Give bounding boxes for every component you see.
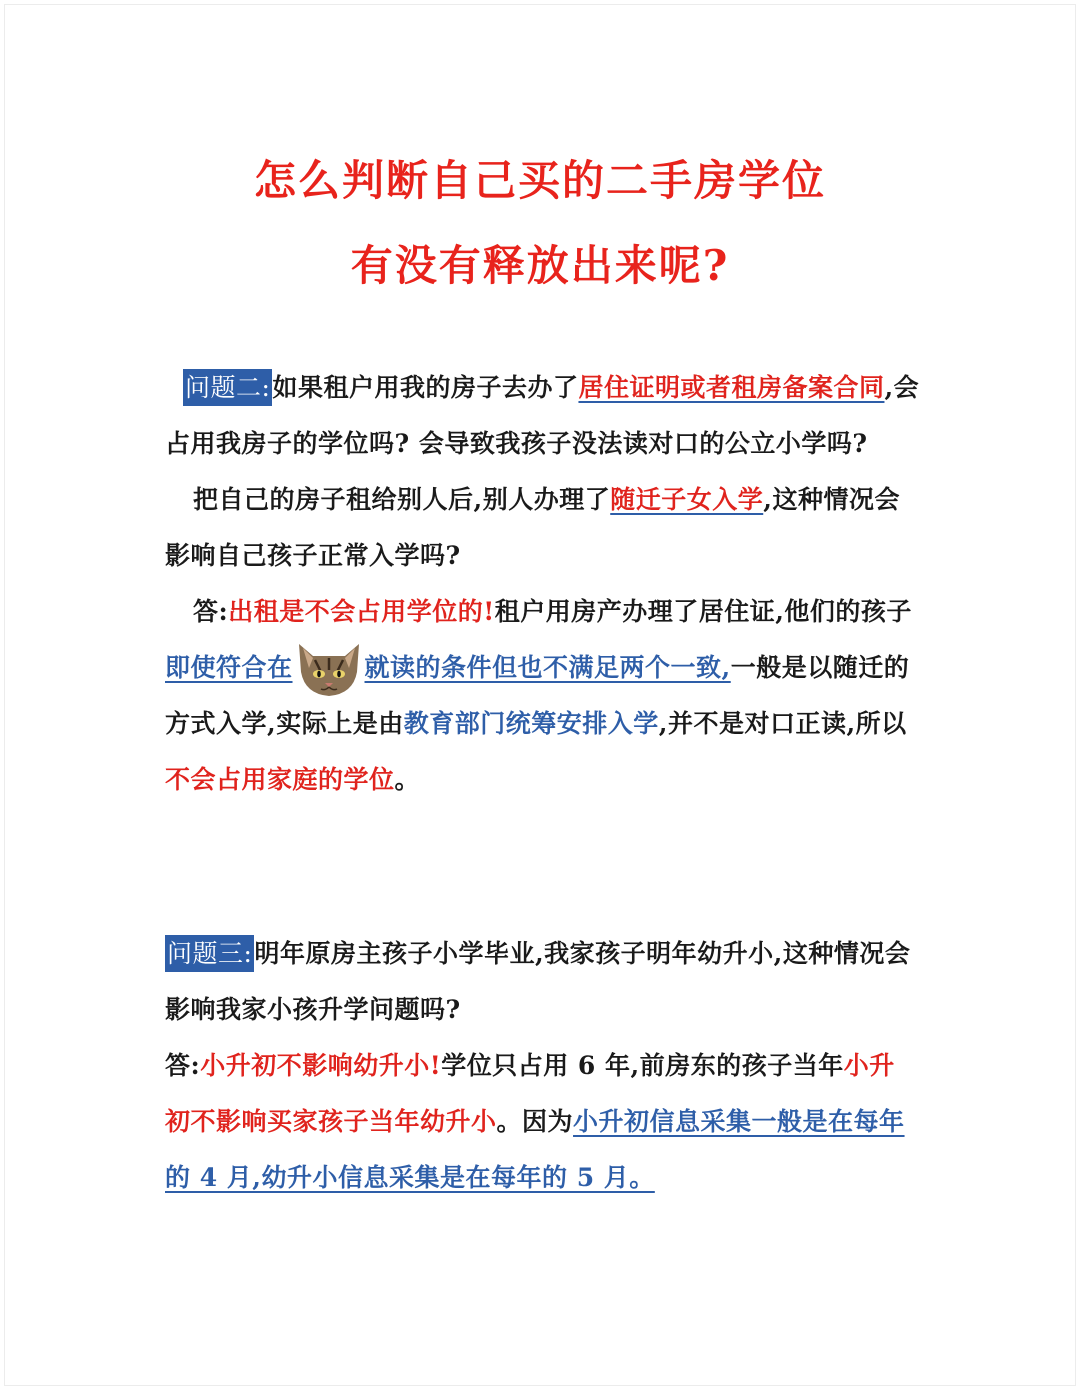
answer-text-1: 租户用房产办理了居住证,他们的孩子 <box>494 597 912 626</box>
answer-highlight-2: 不会占用家庭的学位 <box>165 765 395 794</box>
page-title-line-2: 有没有释放出来呢? <box>350 241 730 290</box>
answer-label: 答: <box>165 1051 201 1080</box>
followup-text-a: 把自己的房子租给别人后,别人办理了 <box>193 485 611 514</box>
info-collection-link: 小升初信息采集一般是在每年的 4 月,幼升小信息采集是在每年的 5 月。 <box>165 1107 905 1192</box>
question-two-text-b: ,会占用我房子的学位吗? 会导致我孩子没法读对口的公立小学吗? <box>165 373 920 458</box>
question-two-followup <box>165 472 920 584</box>
answer-highlight-1: 小升初不影响幼升小! <box>200 1051 442 1080</box>
answer-highlight-1: 出租是不会占用学位的! <box>228 597 495 626</box>
answer-text-3: ,并不是对口正读,所以 <box>658 709 907 738</box>
question-two-paragraph <box>165 360 920 472</box>
migrant-children-link: 随迁子女入学 <box>610 485 764 514</box>
question-two-tag: 问题二: <box>183 369 272 406</box>
residence-permit-link: 居住证明或者租房备案合同 <box>578 373 885 402</box>
question-three-tag: 问题三: <box>165 935 254 972</box>
question-two-text-a: 如果租户用我的房子去办了 <box>272 373 579 402</box>
question-three-answer <box>165 1038 920 1206</box>
answer-text-2: 一般是以随迁的方式入学,实际上是由 <box>165 653 910 738</box>
answer-end: 。 <box>394 765 421 794</box>
followup-text-b: ,这种情况会影响自己孩子正常入学吗? <box>165 485 900 570</box>
question-three-paragraph <box>165 926 920 1038</box>
answer-text-1: 学位只占用 6 年,前房东的孩子当年 <box>441 1051 844 1080</box>
cat-face-icon <box>293 638 365 698</box>
answer-text-2: 。因为 <box>496 1107 574 1136</box>
question-two-section <box>165 360 920 808</box>
question-two-answer <box>165 584 920 808</box>
answer-link-1: 即使符合在 <box>165 653 293 682</box>
page-title-line-1: 怎么判断自己买的二手房学位 <box>253 156 826 205</box>
question-three-section <box>165 926 920 1206</box>
answer-label: 答: <box>193 597 229 626</box>
answer-highlight-2: 小升初不影响买家孩子当年幼升小 <box>165 1051 895 1136</box>
answer-blue-text: 教育部门统筹安排入学 <box>403 709 659 738</box>
answer-link-2: 就读的条件但也不满足两个一致, <box>364 653 731 682</box>
question-three-text: 明年原房主孩子小学毕业,我家孩子明年幼升小,这种情况会影响我家小孩升学问题吗? <box>165 939 911 1024</box>
